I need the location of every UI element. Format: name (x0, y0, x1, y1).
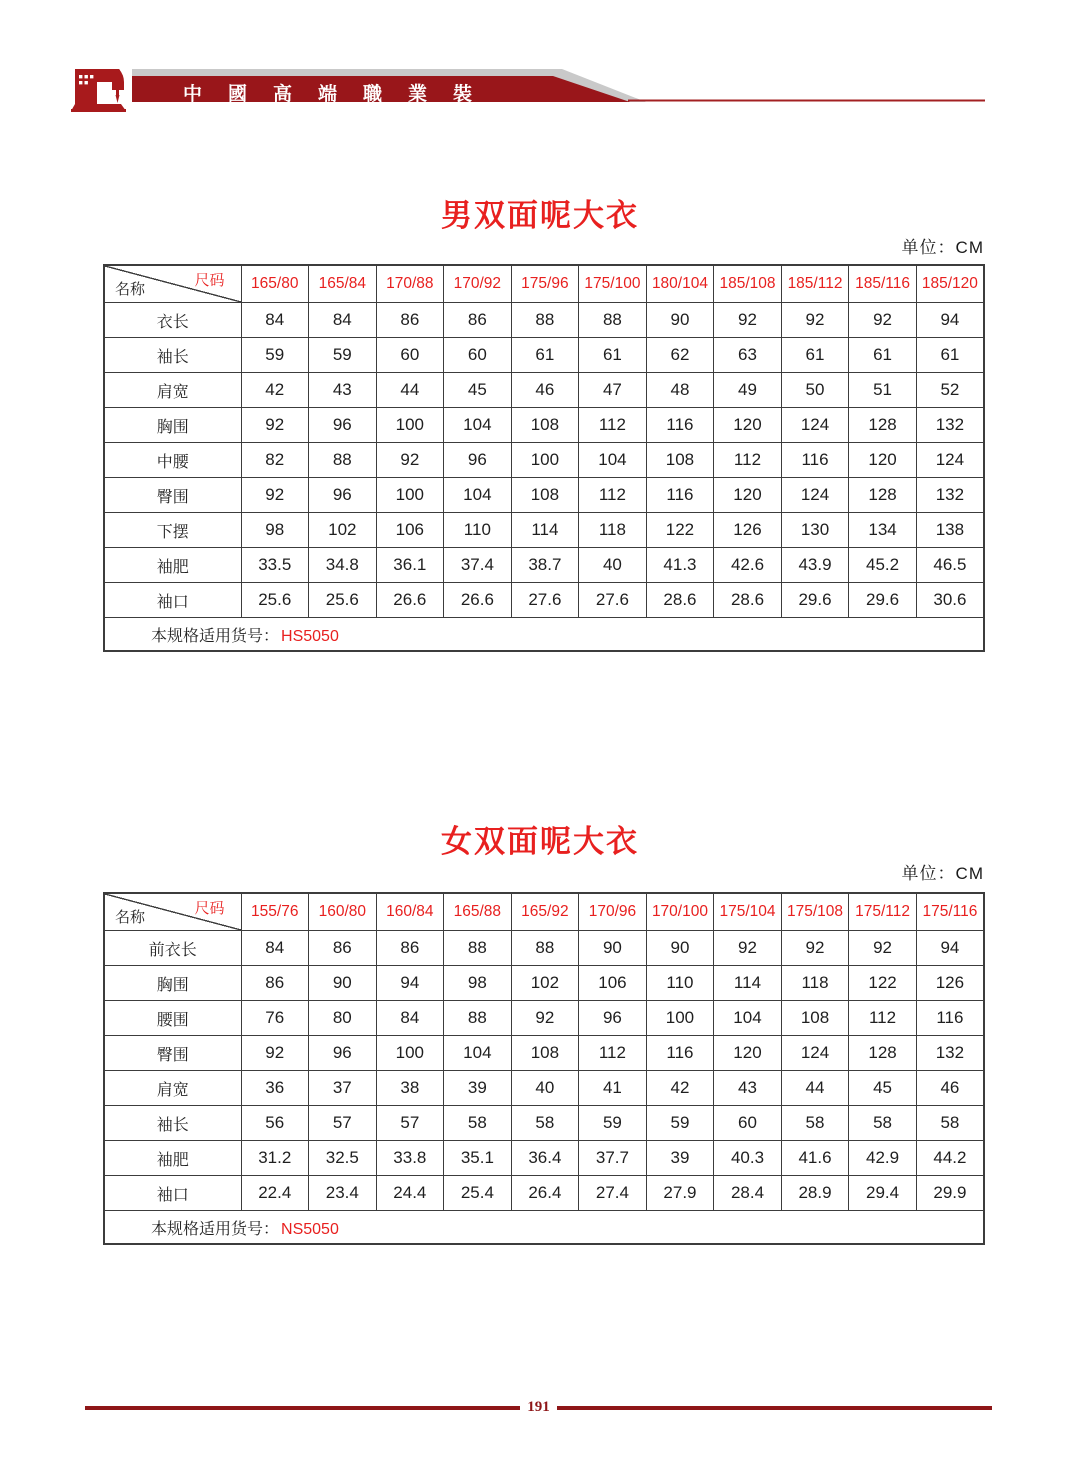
value-cell: 38 (376, 1071, 444, 1106)
value-cell: 36 (241, 1071, 309, 1106)
value-cell: 62 (646, 338, 714, 373)
value-cell: 108 (511, 478, 579, 513)
value-cell: 96 (309, 478, 377, 513)
value-cell: 104 (444, 1036, 512, 1071)
size-header-cell: 185/120 (916, 265, 984, 303)
value-cell: 126 (714, 513, 782, 548)
value-cell: 96 (309, 1036, 377, 1071)
value-cell: 43 (714, 1071, 782, 1106)
value-cell: 126 (916, 966, 984, 1001)
value-cell: 104 (444, 478, 512, 513)
value-cell: 59 (309, 338, 377, 373)
value-cell: 118 (781, 966, 849, 1001)
value-cell: 88 (511, 303, 579, 338)
value-cell: 28.6 (714, 583, 782, 618)
value-cell: 116 (646, 408, 714, 443)
size-header-cell: 175/116 (916, 893, 984, 931)
value-cell: 96 (579, 1001, 647, 1036)
row-label-cell: 袖肥 (104, 1141, 241, 1176)
value-cell: 35.1 (444, 1141, 512, 1176)
value-cell: 96 (444, 443, 512, 478)
row-label-cell: 衣长 (104, 303, 241, 338)
value-cell: 122 (849, 966, 917, 1001)
value-cell: 86 (241, 966, 309, 1001)
row-label-cell: 袖肥 (104, 548, 241, 583)
footer-rule-left (85, 1406, 520, 1410)
value-cell: 86 (376, 931, 444, 966)
table-row (104, 1106, 984, 1141)
value-cell: 92 (241, 408, 309, 443)
value-cell: 24.4 (376, 1176, 444, 1211)
value-cell: 122 (646, 513, 714, 548)
value-cell: 84 (241, 931, 309, 966)
value-cell: 132 (916, 478, 984, 513)
value-cell: 92 (511, 1001, 579, 1036)
value-cell: 92 (714, 303, 782, 338)
value-cell: 38.7 (511, 548, 579, 583)
value-cell: 130 (781, 513, 849, 548)
applicable-item-label: 本规格适用货号： (151, 627, 280, 645)
value-cell: 22.4 (241, 1176, 309, 1211)
corner-size-label: 尺码 (194, 272, 225, 289)
table-footer-row (104, 1211, 984, 1245)
value-cell: 120 (714, 1036, 782, 1071)
value-cell: 31.2 (241, 1141, 309, 1176)
value-cell: 57 (376, 1106, 444, 1141)
value-cell: 124 (781, 1036, 849, 1071)
row-label-cell: 胸围 (104, 408, 241, 443)
value-cell: 108 (511, 1036, 579, 1071)
banner-title: 中國高端職業裝 (183, 84, 499, 105)
size-header-row (104, 893, 984, 931)
value-cell: 98 (444, 966, 512, 1001)
value-cell: 88 (444, 931, 512, 966)
value-cell: 47 (579, 373, 647, 408)
value-cell: 108 (781, 1001, 849, 1036)
value-cell: 82 (241, 443, 309, 478)
value-cell: 92 (781, 303, 849, 338)
value-cell: 84 (241, 303, 309, 338)
value-cell: 39 (646, 1141, 714, 1176)
value-cell: 120 (714, 478, 782, 513)
size-header-cell: 185/112 (781, 265, 849, 303)
value-cell: 41 (579, 1071, 647, 1106)
value-cell: 29.6 (849, 583, 917, 618)
value-cell: 124 (916, 443, 984, 478)
value-cell: 112 (579, 478, 647, 513)
value-cell: 106 (579, 966, 647, 1001)
value-cell: 110 (444, 513, 512, 548)
value-cell: 58 (511, 1106, 579, 1141)
value-cell: 40 (511, 1071, 579, 1106)
size-header-cell: 160/84 (376, 893, 444, 931)
row-label-cell: 袖口 (104, 583, 241, 618)
value-cell: 102 (511, 966, 579, 1001)
value-cell: 27.9 (646, 1176, 714, 1211)
value-cell: 112 (714, 443, 782, 478)
value-cell: 58 (916, 1106, 984, 1141)
value-cell: 114 (511, 513, 579, 548)
value-cell: 59 (579, 1106, 647, 1141)
row-label-cell: 胸围 (104, 966, 241, 1001)
value-cell: 138 (916, 513, 984, 548)
row-label-cell: 腰围 (104, 1001, 241, 1036)
value-cell: 116 (781, 443, 849, 478)
applicable-item-label: 本规格适用货号： (151, 1220, 280, 1238)
value-cell: 45 (444, 373, 512, 408)
value-cell: 44 (781, 1071, 849, 1106)
value-cell: 25.4 (444, 1176, 512, 1211)
value-cell: 88 (309, 443, 377, 478)
value-cell: 61 (916, 338, 984, 373)
value-cell: 104 (444, 408, 512, 443)
value-cell: 27.4 (579, 1176, 647, 1211)
value-cell: 61 (781, 338, 849, 373)
value-cell: 41.3 (646, 548, 714, 583)
value-cell: 25.6 (241, 583, 309, 618)
value-cell: 88 (444, 1001, 512, 1036)
value-cell: 39 (444, 1071, 512, 1106)
size-header-cell: 170/92 (444, 265, 512, 303)
value-cell: 30.6 (916, 583, 984, 618)
value-cell: 46 (916, 1071, 984, 1106)
value-cell: 92 (714, 931, 782, 966)
value-cell: 32.5 (309, 1141, 377, 1176)
row-label-cell: 袖口 (104, 1176, 241, 1211)
value-cell: 90 (646, 303, 714, 338)
value-cell: 26.4 (511, 1176, 579, 1211)
value-cell: 58 (444, 1106, 512, 1141)
row-label-cell: 前衣长 (104, 931, 241, 966)
sewing-machine-logo-icon (70, 60, 130, 118)
value-cell: 98 (241, 513, 309, 548)
applicable-item-cell (104, 1211, 984, 1245)
value-cell: 114 (714, 966, 782, 1001)
value-cell: 104 (579, 443, 647, 478)
size-header-cell: 170/88 (376, 265, 444, 303)
table-row (104, 1001, 984, 1036)
value-cell: 42.6 (714, 548, 782, 583)
value-cell: 42 (646, 1071, 714, 1106)
value-cell: 33.8 (376, 1141, 444, 1176)
value-cell: 80 (309, 1001, 377, 1036)
womens-unit-label: 单位：CM (901, 864, 984, 883)
table-row (104, 1141, 984, 1176)
value-cell: 56 (241, 1106, 309, 1141)
value-cell: 86 (309, 931, 377, 966)
size-header-cell: 180/104 (646, 265, 714, 303)
value-cell: 36.1 (376, 548, 444, 583)
table-row (104, 1036, 984, 1071)
value-cell: 94 (376, 966, 444, 1001)
value-cell: 90 (646, 931, 714, 966)
value-cell: 26.6 (444, 583, 512, 618)
table-row (104, 443, 984, 478)
applicable-item-code: NS5050 (281, 1220, 339, 1238)
value-cell: 100 (376, 478, 444, 513)
value-cell: 44.2 (916, 1141, 984, 1176)
value-cell: 92 (849, 303, 917, 338)
table-row (104, 1176, 984, 1211)
value-cell: 33.5 (241, 548, 309, 583)
value-cell: 34.8 (309, 548, 377, 583)
value-cell: 100 (376, 408, 444, 443)
size-header-cell: 165/92 (511, 893, 579, 931)
table-row (104, 303, 984, 338)
corner-cell (104, 893, 241, 931)
value-cell: 112 (849, 1001, 917, 1036)
corner-size-label: 尺码 (194, 900, 225, 917)
value-cell: 41.6 (781, 1141, 849, 1176)
value-cell: 112 (579, 408, 647, 443)
value-cell: 120 (849, 443, 917, 478)
value-cell: 61 (579, 338, 647, 373)
row-label-cell: 肩宽 (104, 1071, 241, 1106)
value-cell: 104 (714, 1001, 782, 1036)
value-cell: 118 (579, 513, 647, 548)
value-cell: 132 (916, 408, 984, 443)
value-cell: 88 (579, 303, 647, 338)
size-header-cell: 155/76 (241, 893, 309, 931)
value-cell: 42 (241, 373, 309, 408)
value-cell: 124 (781, 478, 849, 513)
size-header-cell: 175/104 (714, 893, 782, 931)
size-header-cell: 165/80 (241, 265, 309, 303)
value-cell: 29.6 (781, 583, 849, 618)
value-cell: 108 (511, 408, 579, 443)
value-cell: 92 (241, 1036, 309, 1071)
size-header-cell: 185/108 (714, 265, 782, 303)
value-cell: 37 (309, 1071, 377, 1106)
value-cell: 43.9 (781, 548, 849, 583)
value-cell: 29.9 (916, 1176, 984, 1211)
table-row (104, 966, 984, 1001)
size-header-cell: 175/108 (781, 893, 849, 931)
value-cell: 92 (781, 931, 849, 966)
table-row (104, 583, 984, 618)
value-cell: 42.9 (849, 1141, 917, 1176)
table-row (104, 513, 984, 548)
size-header-cell: 170/100 (646, 893, 714, 931)
value-cell: 100 (511, 443, 579, 478)
value-cell: 86 (376, 303, 444, 338)
value-cell: 60 (376, 338, 444, 373)
mens-table-title: 男双面呢大衣 (441, 198, 639, 233)
value-cell: 96 (309, 408, 377, 443)
size-header-cell: 175/112 (849, 893, 917, 931)
value-cell: 61 (511, 338, 579, 373)
value-cell: 28.4 (714, 1176, 782, 1211)
table-row (104, 373, 984, 408)
page-number: 191 (527, 1399, 550, 1415)
size-header-cell: 170/96 (579, 893, 647, 931)
value-cell: 61 (849, 338, 917, 373)
value-cell: 29.4 (849, 1176, 917, 1211)
mens-size-table (103, 264, 985, 652)
value-cell: 116 (916, 1001, 984, 1036)
value-cell: 120 (714, 408, 782, 443)
value-cell: 28.6 (646, 583, 714, 618)
value-cell: 58 (781, 1106, 849, 1141)
value-cell: 92 (241, 478, 309, 513)
size-header-row (104, 265, 984, 303)
value-cell: 50 (781, 373, 849, 408)
row-label-cell: 中腰 (104, 443, 241, 478)
value-cell: 36.4 (511, 1141, 579, 1176)
value-cell: 116 (646, 478, 714, 513)
value-cell: 45.2 (849, 548, 917, 583)
value-cell: 90 (579, 931, 647, 966)
value-cell: 102 (309, 513, 377, 548)
row-label-cell: 肩宽 (104, 373, 241, 408)
table-row (104, 338, 984, 373)
size-header-cell: 165/88 (444, 893, 512, 931)
value-cell: 27.6 (511, 583, 579, 618)
value-cell: 26.6 (376, 583, 444, 618)
table-row (104, 1071, 984, 1106)
value-cell: 44 (376, 373, 444, 408)
row-label-cell: 袖长 (104, 338, 241, 373)
size-header-cell: 160/80 (309, 893, 377, 931)
value-cell: 92 (849, 931, 917, 966)
value-cell: 128 (849, 408, 917, 443)
value-cell: 46.5 (916, 548, 984, 583)
value-cell: 132 (916, 1036, 984, 1071)
table-row (104, 478, 984, 513)
applicable-item-code: HS5050 (281, 627, 339, 645)
value-cell: 90 (309, 966, 377, 1001)
value-cell: 59 (241, 338, 309, 373)
value-cell: 94 (916, 931, 984, 966)
value-cell: 27.6 (579, 583, 647, 618)
value-cell: 76 (241, 1001, 309, 1036)
value-cell: 40.3 (714, 1141, 782, 1176)
value-cell: 23.4 (309, 1176, 377, 1211)
footer-rule-right (557, 1406, 992, 1410)
size-header-cell: 175/100 (579, 265, 647, 303)
row-label-cell: 臀围 (104, 1036, 241, 1071)
value-cell: 46 (511, 373, 579, 408)
corner-name-label: 名称 (115, 909, 146, 926)
table-footer-row (104, 618, 984, 652)
value-cell: 45 (849, 1071, 917, 1106)
value-cell: 43 (309, 373, 377, 408)
value-cell: 124 (781, 408, 849, 443)
value-cell: 92 (376, 443, 444, 478)
value-cell: 57 (309, 1106, 377, 1141)
corner-name-label: 名称 (115, 281, 146, 298)
value-cell: 48 (646, 373, 714, 408)
value-cell: 88 (511, 931, 579, 966)
value-cell: 84 (376, 1001, 444, 1036)
value-cell: 128 (849, 478, 917, 513)
value-cell: 37.4 (444, 548, 512, 583)
value-cell: 52 (916, 373, 984, 408)
corner-cell (104, 265, 241, 303)
size-header-cell: 185/116 (849, 265, 917, 303)
value-cell: 84 (309, 303, 377, 338)
table-row (104, 548, 984, 583)
row-label-cell: 臀围 (104, 478, 241, 513)
applicable-item-cell (104, 618, 984, 652)
value-cell: 100 (376, 1036, 444, 1071)
value-cell: 40 (579, 548, 647, 583)
womens-size-table (103, 892, 985, 1245)
value-cell: 49 (714, 373, 782, 408)
value-cell: 63 (714, 338, 782, 373)
row-label-cell: 袖长 (104, 1106, 241, 1141)
table-row (104, 931, 984, 966)
page-footer (85, 1400, 992, 1415)
table-row (104, 408, 984, 443)
value-cell: 94 (916, 303, 984, 338)
value-cell: 112 (579, 1036, 647, 1071)
value-cell: 116 (646, 1036, 714, 1071)
value-cell: 37.7 (579, 1141, 647, 1176)
value-cell: 106 (376, 513, 444, 548)
value-cell: 59 (646, 1106, 714, 1141)
value-cell: 60 (444, 338, 512, 373)
value-cell: 58 (849, 1106, 917, 1141)
size-header-cell: 175/96 (511, 265, 579, 303)
value-cell: 28.9 (781, 1176, 849, 1211)
value-cell: 110 (646, 966, 714, 1001)
value-cell: 51 (849, 373, 917, 408)
value-cell: 134 (849, 513, 917, 548)
row-label-cell: 下摆 (104, 513, 241, 548)
value-cell: 108 (646, 443, 714, 478)
value-cell: 60 (714, 1106, 782, 1141)
value-cell: 100 (646, 1001, 714, 1036)
womens-table-title: 女双面呢大衣 (441, 824, 639, 859)
value-cell: 128 (849, 1036, 917, 1071)
size-header-cell: 165/84 (309, 265, 377, 303)
value-cell: 25.6 (309, 583, 377, 618)
mens-unit-label: 单位：CM (901, 238, 984, 257)
value-cell: 86 (444, 303, 512, 338)
